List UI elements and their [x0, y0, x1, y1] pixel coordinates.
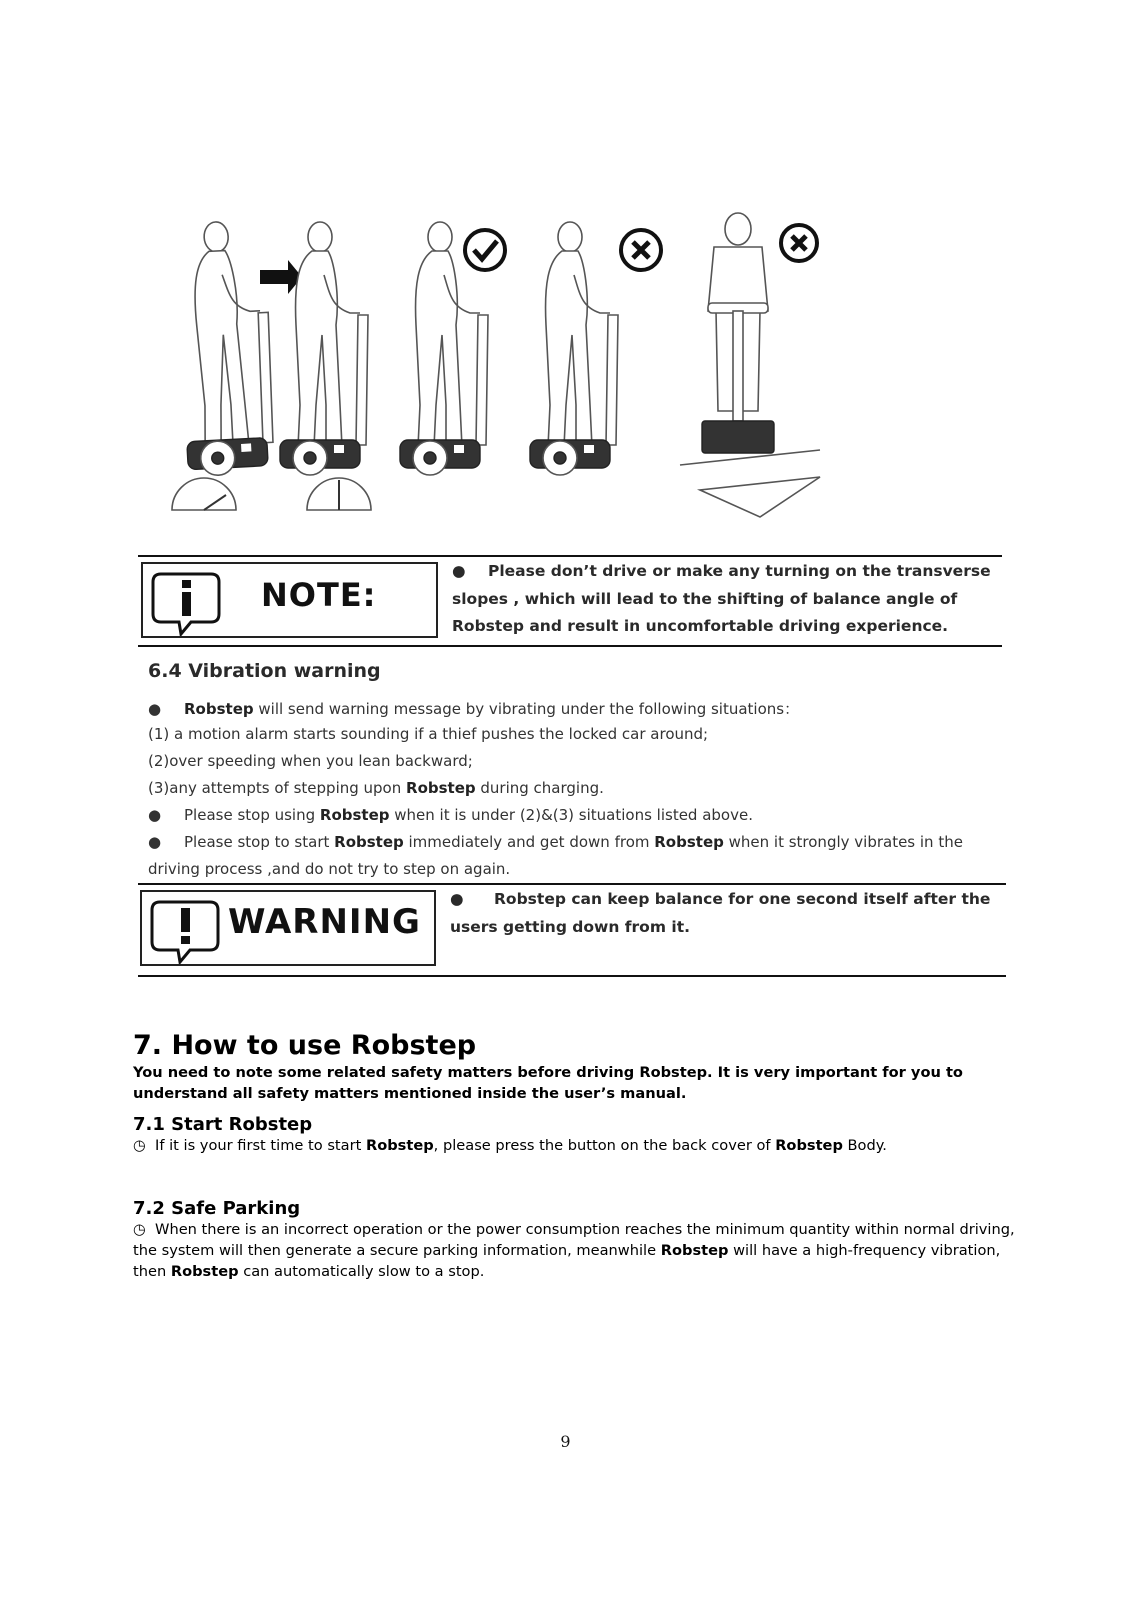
bullet-icon: ●	[148, 700, 162, 718]
note-line-3: Robstep and result in uncomfortable driving experience.	[452, 617, 949, 635]
clock-icon: ◷	[133, 1221, 156, 1238]
vibration-heading: 6.4 Vibration warning	[148, 660, 381, 682]
bullet-icon: ●	[452, 562, 466, 580]
robstep-posture-illustration	[160, 205, 860, 530]
note-line-1: ● Please don’t drive or make any turning on the transverse	[452, 558, 1012, 586]
vibration-item-2: (2)over speeding when you lean backward;	[148, 752, 473, 770]
warning-line-2: users getting down from it.	[450, 917, 690, 936]
bullet-icon: ●	[148, 833, 162, 851]
note-text	[452, 558, 1012, 641]
vibration-item-1: (1) a motion alarm starts sounding if a thief pushes the locked car around;	[148, 725, 709, 743]
section-7-1-text: ◷ If it is your first time to start Robstep, please press the button on the back cover of Robstep Body.	[133, 1137, 887, 1154]
section-7-2-text: ◷ When there is an incorrect operation or the power consumption reaches the minimum quantity within normal driving, the system will then generate a secure parking information, meanwhile Robstep will have a high-frequency vibration, then Robstep can automatically slow to a stop.	[133, 1221, 1015, 1280]
section-7-intro: You need to note some related safety matters before driving Robstep. It is very important for you to understand all safety matters mentioned inside the user’s manual.	[133, 1064, 963, 1102]
note-bottom-rule	[138, 645, 1002, 647]
warning-text	[450, 886, 1010, 941]
warning-label-box	[140, 890, 436, 966]
warning-bottom-rule	[138, 975, 1006, 977]
warning-line-1: ● Robstep can keep balance for one second itself after the	[450, 886, 1010, 914]
clock-icon: ◷	[133, 1137, 156, 1154]
section-7-1-title: 7.1 Start Robstep	[133, 1114, 313, 1135]
warning-top-rule	[138, 883, 1006, 885]
cross-circle-icon	[781, 225, 817, 261]
note-line-2: slopes , which will lead to the shifting of balance angle of	[452, 589, 958, 608]
warning-label: WARNING	[228, 902, 421, 942]
note-label-box	[141, 562, 438, 638]
cross-circle-icon	[621, 230, 661, 270]
vibration-bullet-3: ● Please stop to start Robstep immediately and get down from Robstep when it strongly vibrates in the	[148, 833, 963, 851]
vibration-bullet-2: ● Please stop using Robstep when it is under (2)&(3) situations listed above.	[148, 806, 753, 824]
section-7-2-title: 7.2 Safe Parking	[133, 1198, 301, 1219]
note-top-rule	[138, 555, 1002, 557]
info-icon	[151, 570, 223, 636]
note-label: NOTE:	[261, 576, 377, 614]
check-circle-icon	[465, 230, 505, 270]
bullet-icon: ●	[450, 890, 464, 908]
bullet-icon: ●	[148, 806, 162, 824]
exclamation-icon	[150, 898, 222, 964]
vibration-item-3: (3)any attempts of stepping upon Robstep during charging.	[148, 779, 604, 797]
section-7-title: 7. How to use Robstep	[133, 1030, 477, 1061]
vibration-bullet-3-continued: driving process ,and do not try to step on again.	[148, 860, 511, 878]
page-number: 9	[560, 1432, 571, 1451]
vibration-bullet-1: ● Robstep will send warning message by vibrating under the following situations：	[148, 700, 800, 718]
